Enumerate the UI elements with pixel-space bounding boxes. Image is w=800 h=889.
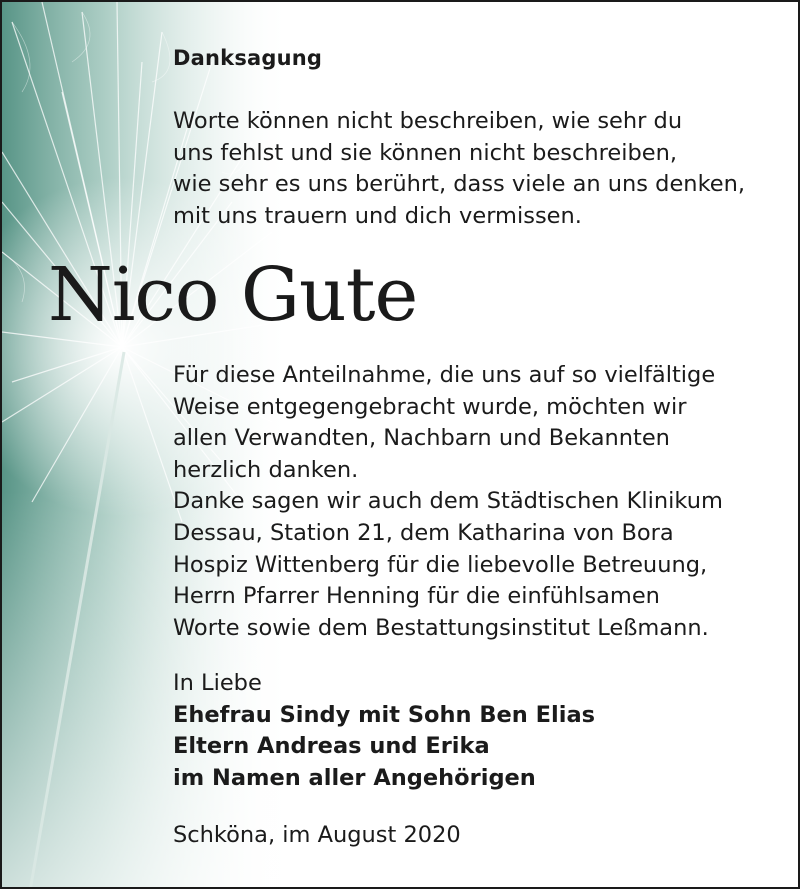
signer-line: Ehefrau Sindy mit Sohn Ben Elias xyxy=(173,701,596,728)
verse-paragraph xyxy=(173,106,773,232)
thanks-line: herzlich danken. xyxy=(173,456,359,483)
thanks-line: Worte sowie dem Bestattungsinstitut Leßmann. xyxy=(173,614,709,641)
notice-heading: Danksagung xyxy=(173,46,323,70)
thanks-line: Dessau, Station 21, dem Katharina von Bora xyxy=(173,519,674,546)
thanks-paragraph xyxy=(173,360,793,644)
verse-line: uns fehlst und sie können nicht beschreiben, xyxy=(173,139,678,166)
deceased-name: Nico Gute xyxy=(48,252,418,338)
signer-line: Eltern Andreas und Erika xyxy=(173,733,490,759)
thanks-line: Herrn Pfarrer Henning für die einfühlsamen xyxy=(173,583,660,610)
thanks-line: Hospiz Wittenberg für die liebevolle Betreuung, xyxy=(173,551,708,578)
signature-block xyxy=(173,668,595,794)
thanks-line: Weise entgegengebracht wurde, möchten wir xyxy=(173,393,687,420)
thanks-line: Für diese Anteilnahme, die uns auf so vielfältige xyxy=(173,362,716,388)
verse-line: wie sehr es uns berührt, dass viele an uns denken, xyxy=(173,171,746,197)
thanks-line: Danke sagen wir auch dem Städtischen Klinikum xyxy=(173,488,723,515)
verse-line: Worte können nicht beschreiben, wie sehr du xyxy=(173,108,683,134)
place-date: Schköna, im August 2020 xyxy=(173,822,461,848)
closing-phrase: In Liebe xyxy=(173,670,262,696)
verse-line: mit uns trauern und dich vermissen. xyxy=(173,202,582,229)
thanks-line: allen Verwandten, Nachbarn und Bekannten xyxy=(173,425,670,452)
signer-line: im Namen aller Angehörigen xyxy=(173,764,536,791)
